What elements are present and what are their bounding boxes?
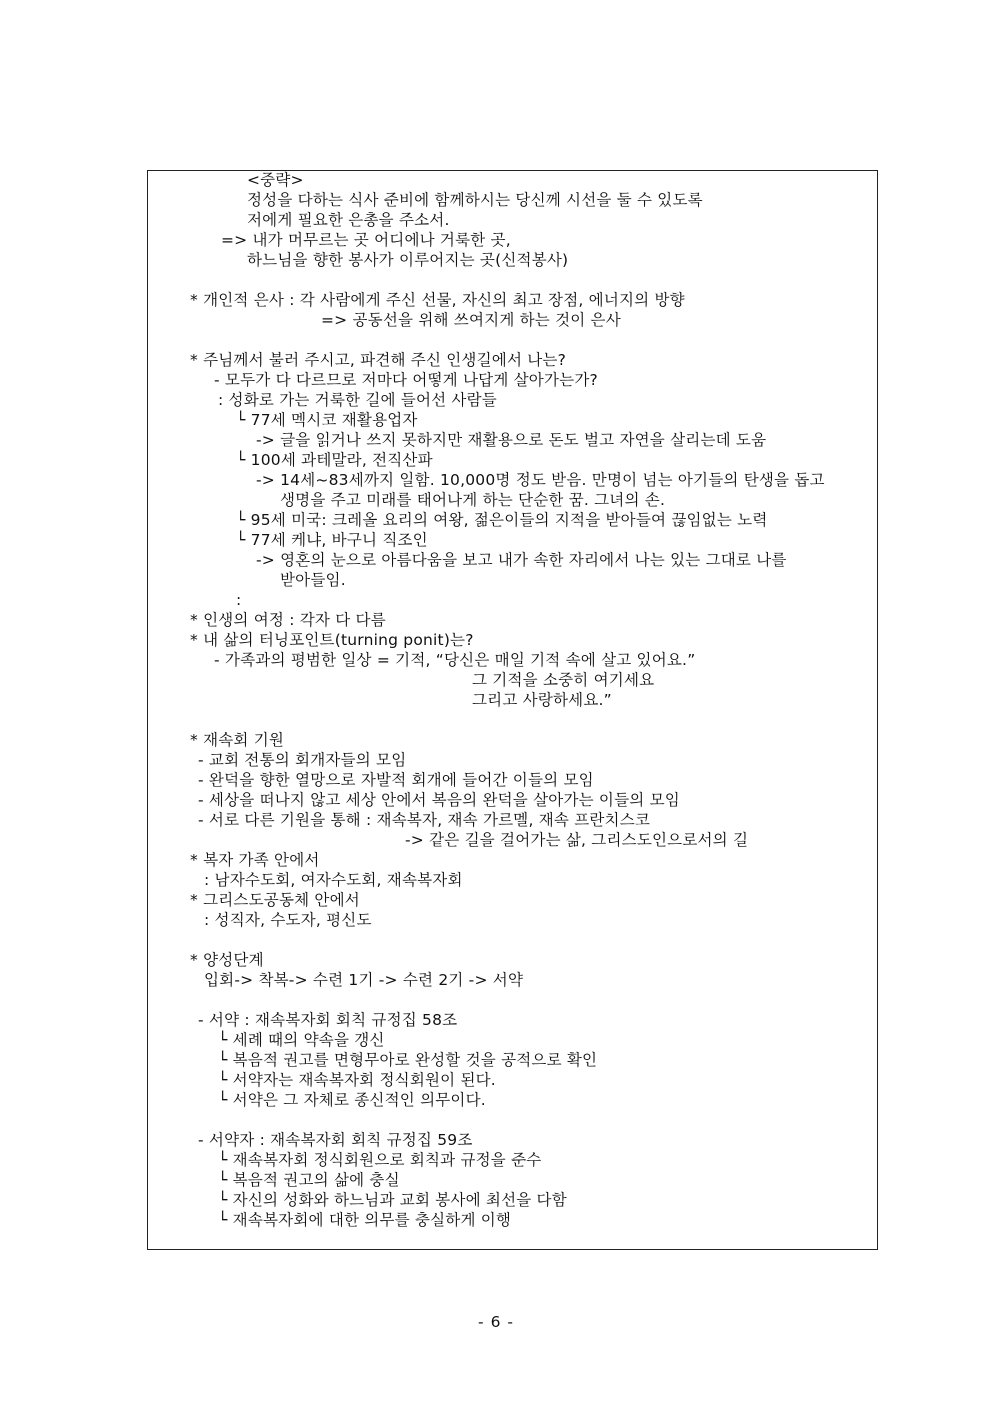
- text-line: -> 같은 길을 걸어가는 삶, 그리스도인으로서의 길: [405, 831, 749, 849]
- text-line: * 복자 가족 안에서: [190, 851, 320, 869]
- text-line: 정성을 다하는 식사 준비에 함께하시는 당신께 시선을 둘 수 있도록: [247, 191, 703, 209]
- text-line: : 성화로 가는 거룩한 길에 들어선 사람들: [218, 391, 497, 409]
- text-line: :: [236, 591, 242, 609]
- text-line: - 가족과의 평범한 일상 = 기적, “당신은 매일 기적 속에 살고 있어요.”: [214, 651, 696, 669]
- text-line: * 개인적 은사 : 각 사람에게 주신 선물, 자신의 최고 장점, 에너지의 방향: [190, 291, 685, 309]
- text-line: - 모두가 다 다르므로 저마다 어떻게 나답게 살아가는가?: [214, 371, 598, 389]
- text-line: - 완덕을 향한 열망으로 자발적 회개에 들어간 이들의 모임: [198, 771, 594, 789]
- text-line: - 서로 다른 기원을 통해 : 재속복자, 재속 가르멜, 재속 프란치스코: [198, 811, 651, 829]
- text-line: └ 서약자는 재속복자회 정식회원이 된다.: [218, 1071, 496, 1089]
- text-line: - 교회 전통의 회개자들의 모임: [198, 751, 407, 769]
- text-line: => 공동선을 위해 쓰여지게 하는 것이 은사: [321, 311, 621, 329]
- text-line: * 양성단계: [190, 951, 264, 969]
- text-line: └ 77세 케냐, 바구니 직조인: [236, 531, 428, 549]
- text-line: 저에게 필요한 은총을 주소서.: [247, 211, 450, 229]
- text-line: - 서약 : 재속복자회 회칙 규정집 58조: [198, 1011, 458, 1029]
- text-line: └ 복음적 권고를 면형무아로 완성할 것을 공적으로 확인: [218, 1051, 598, 1069]
- text-line: └ 95세 미국: 크레올 요리의 여왕, 젊은이들의 지적을 받아들여 끊임없는 노력: [236, 511, 768, 529]
- text-line: : 성직자, 수도자, 평신도: [204, 911, 372, 929]
- text-line: -> 글을 읽거나 쓰지 못하지만 재활용으로 돈도 벌고 자연을 살리는데 도움: [256, 431, 767, 449]
- text-line: └ 세례 때의 약속을 갱신: [218, 1031, 385, 1049]
- page-number: - 6 -: [478, 1313, 514, 1331]
- text-line: * 재속회 기원: [190, 731, 285, 749]
- text-line: 그 기적을 소중히 여기세요: [472, 671, 655, 689]
- text-line: 입회-> 착복-> 수련 1기 -> 수련 2기 -> 서약: [204, 971, 524, 989]
- text-line: -> 영혼의 눈으로 아름다움을 보고 내가 속한 자리에서 나는 있는 그대로 나를: [256, 551, 787, 569]
- text-line: 그리고 사랑하세요.”: [472, 691, 612, 709]
- text-line: <중략>: [247, 171, 304, 189]
- text-line: 생명을 주고 미래를 태어나게 하는 단순한 꿈. 그녀의 손.: [280, 491, 666, 509]
- text-line: : 남자수도회, 여자수도회, 재속복자회: [204, 871, 463, 889]
- text-line: - 세상을 떠나지 않고 세상 안에서 복음의 완덕을 살아가는 이들의 모임: [198, 791, 680, 809]
- text-line: └ 77세 멕시코 재활용업자: [236, 411, 418, 429]
- text-line: - 서약자 : 재속복자회 회칙 규정집 59조: [198, 1131, 473, 1149]
- text-line: 받아들임.: [280, 571, 346, 589]
- text-line: * 내 삶의 터닝포인트(turning ponit)는?: [190, 631, 474, 649]
- text-line: └ 재속복자회에 대한 의무를 충실하게 이행: [218, 1211, 512, 1229]
- text-line: └ 자신의 성화와 하느님과 교회 봉사에 최선을 다함: [218, 1191, 567, 1209]
- text-line: * 인생의 여정 : 각자 다 다름: [190, 611, 386, 629]
- text-line: └ 서약은 그 자체로 종신적인 의무이다.: [218, 1091, 486, 1109]
- text-line: * 주님께서 불러 주시고, 파견해 주신 인생길에서 나는?: [190, 351, 567, 369]
- text-line: => 내가 머무르는 곳 어디에나 거룩한 곳,: [221, 231, 511, 249]
- text-line: * 그리스도공동체 안에서: [190, 891, 360, 909]
- text-line: -> 14세~83세까지 일함. 10,000명 정도 받음. 만명이 넘는 아기들의 탄생을 돕고: [256, 471, 825, 489]
- text-line: └ 복음적 권고의 삶에 충실: [218, 1171, 400, 1189]
- text-line: └ 재속복자회 정식회원으로 회칙과 규정을 준수: [218, 1151, 542, 1169]
- text-line: └ 100세 과테말라, 전직산파: [236, 451, 433, 469]
- text-line: 하느님을 향한 봉사가 이루어지는 곳(신적봉사): [247, 251, 569, 269]
